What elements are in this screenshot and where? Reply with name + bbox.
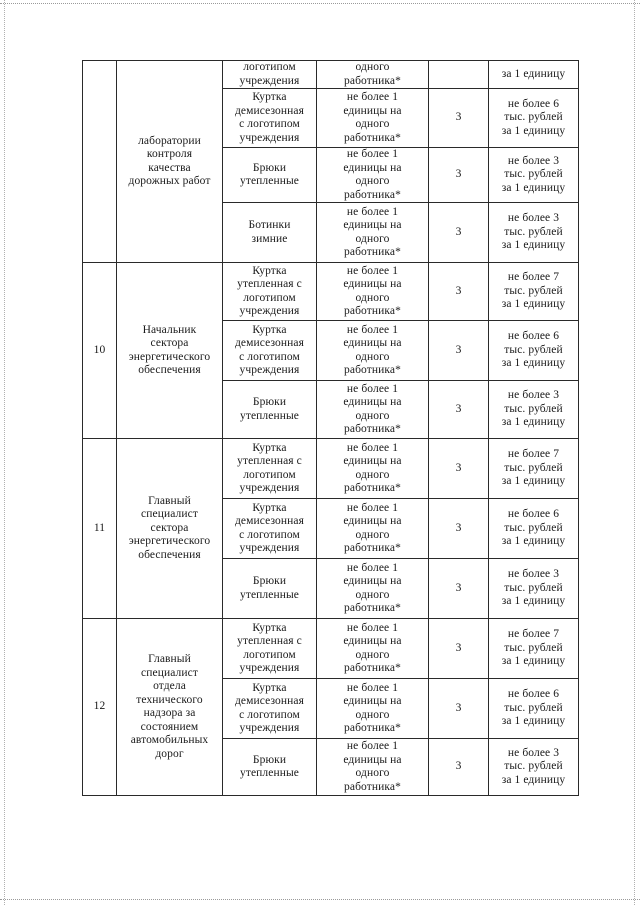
position-line: обеспечения [138, 364, 201, 376]
position-line: специалист [141, 508, 198, 521]
item-line: демисезонная [234, 515, 304, 527]
table-row [83, 439, 579, 499]
item-line: с логотипом [239, 350, 300, 363]
position-cell [117, 439, 223, 619]
price-line: тыс. рублей [504, 461, 563, 474]
price-cell [489, 559, 579, 619]
norm-line: не более 1 [346, 323, 399, 336]
price-line: не более 6 [507, 508, 560, 521]
price-line: за 1 единицу [501, 535, 566, 548]
price-line: не более 3 [507, 389, 560, 402]
item-cell [223, 61, 317, 89]
position-line: дорожных работ [128, 175, 211, 187]
position-line: состоянием [140, 720, 199, 733]
norm-line: одного [355, 708, 390, 721]
norm-line: одного [355, 175, 390, 187]
price-cell [489, 263, 579, 321]
norm-cell [317, 61, 429, 89]
item-cell [223, 559, 317, 619]
price-line: за 1 единицу [501, 773, 566, 786]
norm-line: единицы на [343, 575, 402, 587]
item-line: утепленные [239, 588, 300, 601]
norm-line: одного [355, 468, 390, 481]
norm-line: единицы на [343, 337, 402, 349]
price-line: не более 6 [507, 688, 560, 701]
price-line: за 1 единицу [501, 67, 566, 80]
table-row [83, 619, 579, 679]
item-cell [223, 679, 317, 739]
item-cell [223, 619, 317, 679]
price-line: тыс. рублей [504, 641, 563, 654]
norm-cell [317, 381, 429, 439]
item-line: учреждения [239, 74, 300, 87]
norm-line: работника* [344, 780, 401, 793]
price-line: за 1 единицу [501, 124, 566, 137]
norm-line: единицы на [343, 219, 402, 231]
row-number-cell [83, 61, 117, 263]
price-cell [489, 739, 579, 796]
requirements-table [82, 60, 579, 796]
term-cell: 3 [429, 381, 489, 439]
position-line: Главный [148, 653, 191, 665]
item-line: с логотипом [239, 708, 300, 721]
norm-line: не более 1 [346, 91, 399, 103]
norm-line: работника* [344, 722, 401, 734]
norm-line: одного [355, 648, 390, 661]
item-line: учреждения [239, 722, 300, 734]
norm-line: единицы на [343, 515, 402, 527]
price-line: тыс. рублей [504, 701, 563, 714]
norm-line: работника* [344, 364, 401, 376]
norm-line: работника* [344, 188, 401, 201]
norm-line: работника* [344, 74, 401, 87]
position-line: Начальник [142, 323, 197, 336]
item-line: логотипом [243, 468, 296, 481]
term-cell: 3 [429, 739, 489, 796]
price-line: тыс. рублей [504, 111, 563, 124]
norm-cell [317, 89, 429, 148]
term-cell: 3 [429, 619, 489, 679]
position-line: специалист [141, 666, 198, 679]
page-edge-right [634, 0, 635, 905]
position-line: отдела [153, 680, 186, 692]
item-line: с логотипом [239, 528, 300, 541]
page-edge-top [0, 3, 640, 4]
item-line: Куртка [252, 441, 287, 454]
price-line: за 1 единицу [501, 416, 566, 429]
price-line: за 1 единицу [501, 298, 566, 311]
norm-cell [317, 263, 429, 321]
position-line: Главный [148, 494, 191, 507]
position-line: надзора за [143, 707, 196, 719]
item-cell [223, 263, 317, 321]
item-line: логотипом [243, 648, 296, 661]
norm-line: одного [355, 409, 390, 422]
norm-line: одного [355, 291, 390, 304]
item-line: Куртка [252, 91, 287, 103]
page-edge-bottom [0, 899, 640, 900]
item-cell [223, 381, 317, 439]
norm-line: не более 1 [346, 740, 399, 752]
item-line: Брюки [252, 161, 287, 174]
norm-line: единицы на [343, 278, 402, 290]
term-cell: 3 [429, 499, 489, 559]
item-line: утепленные [239, 767, 300, 779]
norm-line: одного [355, 350, 390, 363]
norm-line: работника* [344, 542, 401, 554]
norm-line: работника* [344, 482, 401, 494]
item-line: Брюки [252, 575, 287, 587]
position-line: технического [136, 693, 203, 706]
term-cell: 3 [429, 148, 489, 203]
norm-line: одного [355, 767, 390, 779]
position-cell [117, 619, 223, 796]
norm-line: не более 1 [346, 621, 399, 634]
price-cell [489, 499, 579, 559]
row-number-cell: 12 [83, 619, 117, 796]
item-line: логотипом [243, 291, 296, 304]
item-line: с логотипом [239, 118, 300, 130]
norm-line: одного [355, 118, 390, 130]
norm-cell [317, 148, 429, 203]
norm-line: работника* [344, 602, 401, 614]
item-line: утепленная с [237, 455, 302, 467]
price-cell [489, 203, 579, 263]
term-cell: 3 [429, 559, 489, 619]
item-line: учреждения [239, 131, 300, 144]
term-cell [429, 61, 489, 89]
item-line: учреждения [239, 542, 300, 554]
position-line: сектора [150, 337, 189, 349]
price-line: за 1 единицу [501, 595, 566, 608]
page-edge-left [4, 0, 5, 905]
price-line: не более 6 [507, 97, 560, 110]
item-line: Брюки [252, 396, 287, 408]
norm-line: единицы на [343, 695, 402, 707]
price-line: не более 7 [507, 271, 560, 284]
item-cell [223, 89, 317, 148]
position-line: обеспечения [138, 548, 201, 561]
price-line: за 1 единицу [501, 357, 566, 370]
table-body [83, 61, 579, 796]
position-line: лаборатории [138, 134, 201, 147]
price-cell [489, 89, 579, 148]
price-cell [489, 439, 579, 499]
price-line: тыс. рублей [504, 581, 563, 594]
item-line: Брюки [252, 753, 287, 766]
item-line: демисезонная [234, 337, 304, 349]
norm-line: работника* [344, 305, 401, 317]
norm-line: не более 1 [346, 148, 399, 160]
norm-line: одного [355, 61, 390, 73]
norm-line: одного [355, 232, 390, 245]
norm-line: не более 1 [346, 441, 399, 454]
item-line: логотипом [243, 61, 296, 73]
price-line: тыс. рублей [504, 521, 563, 534]
item-line: Куртка [252, 501, 287, 514]
price-cell [489, 148, 579, 203]
item-cell [223, 203, 317, 263]
price-cell [489, 381, 579, 439]
item-line: демисезонная [234, 104, 304, 117]
price-cell [489, 61, 579, 89]
position-line: энергетического [128, 350, 211, 363]
position-line: качества [148, 161, 191, 174]
item-line: Куртка [252, 681, 287, 694]
item-line: утепленные [239, 175, 300, 187]
item-line: Ботинки [248, 219, 291, 231]
norm-line: единицы на [343, 161, 402, 174]
price-line: за 1 единицу [501, 715, 566, 728]
norm-line: работника* [344, 131, 401, 144]
norm-line: не более 1 [346, 264, 399, 277]
norm-cell [317, 499, 429, 559]
term-cell: 3 [429, 321, 489, 381]
item-line: учреждения [239, 482, 300, 494]
table-row [83, 263, 579, 321]
price-line: тыс. рублей [504, 168, 563, 181]
item-cell [223, 739, 317, 796]
price-line: за 1 единицу [501, 655, 566, 668]
price-line: тыс. рублей [504, 760, 563, 773]
price-line: не более 3 [507, 568, 560, 581]
item-cell [223, 439, 317, 499]
price-line: тыс. рублей [504, 284, 563, 297]
price-cell [489, 619, 579, 679]
price-line: за 1 единицу [501, 475, 566, 488]
price-line: не более 7 [507, 628, 560, 641]
item-line: демисезонная [234, 695, 304, 707]
norm-line: единицы на [343, 635, 402, 647]
term-cell: 3 [429, 89, 489, 148]
price-line: за 1 единицу [501, 181, 566, 194]
position-line: дорог [155, 747, 184, 760]
norm-cell [317, 679, 429, 739]
term-cell: 3 [429, 203, 489, 263]
norm-cell [317, 203, 429, 263]
norm-line: единицы на [343, 455, 402, 467]
item-line: утепленная с [237, 635, 302, 647]
term-cell: 3 [429, 439, 489, 499]
price-line: не более 3 [507, 212, 560, 225]
norm-line: работника* [344, 662, 401, 674]
item-line: зимние [251, 232, 288, 245]
norm-line: не более 1 [346, 501, 399, 514]
norm-cell [317, 619, 429, 679]
norm-line: работника* [344, 246, 401, 258]
item-line: учреждения [239, 662, 300, 674]
price-line: не более 3 [507, 154, 560, 167]
position-cell [117, 263, 223, 439]
position-cell [117, 61, 223, 263]
price-line: тыс. рублей [504, 225, 563, 238]
norm-cell [317, 439, 429, 499]
norm-cell [317, 321, 429, 381]
row-number-cell: 11 [83, 439, 117, 619]
norm-cell [317, 559, 429, 619]
position-line: сектора [150, 521, 189, 534]
item-line: учреждения [239, 305, 300, 317]
item-line: учреждения [239, 364, 300, 376]
norm-line: не более 1 [346, 681, 399, 694]
price-line: за 1 единицу [501, 239, 566, 252]
position-line: энергетического [128, 535, 211, 548]
price-line: тыс. рублей [504, 402, 563, 415]
norm-line: одного [355, 588, 390, 601]
term-cell: 3 [429, 263, 489, 321]
norm-line: единицы на [343, 396, 402, 408]
norm-line: работника* [344, 423, 401, 435]
price-line: не более 6 [507, 330, 560, 343]
price-line: тыс. рублей [504, 343, 563, 356]
table-row [83, 61, 579, 89]
norm-line: не более 1 [346, 382, 399, 395]
norm-line: единицы на [343, 753, 402, 766]
item-line: Куртка [252, 621, 287, 634]
item-line: Куртка [252, 323, 287, 336]
norm-cell [317, 739, 429, 796]
item-cell [223, 148, 317, 203]
item-line: утепленная с [237, 278, 302, 290]
price-cell [489, 679, 579, 739]
row-number-cell: 10 [83, 263, 117, 439]
price-line: не более 3 [507, 746, 560, 759]
item-line: Куртка [252, 264, 287, 277]
norm-line: не более 1 [346, 561, 399, 574]
position-line: контроля [146, 148, 193, 160]
norm-line: одного [355, 528, 390, 541]
price-line: не более 7 [507, 448, 560, 461]
price-cell [489, 321, 579, 381]
norm-line: не более 1 [346, 205, 399, 218]
item-cell [223, 321, 317, 381]
term-cell: 3 [429, 679, 489, 739]
item-cell [223, 499, 317, 559]
item-line: утепленные [239, 409, 300, 422]
position-line: автомобильных [130, 734, 209, 746]
norm-line: единицы на [343, 104, 402, 117]
